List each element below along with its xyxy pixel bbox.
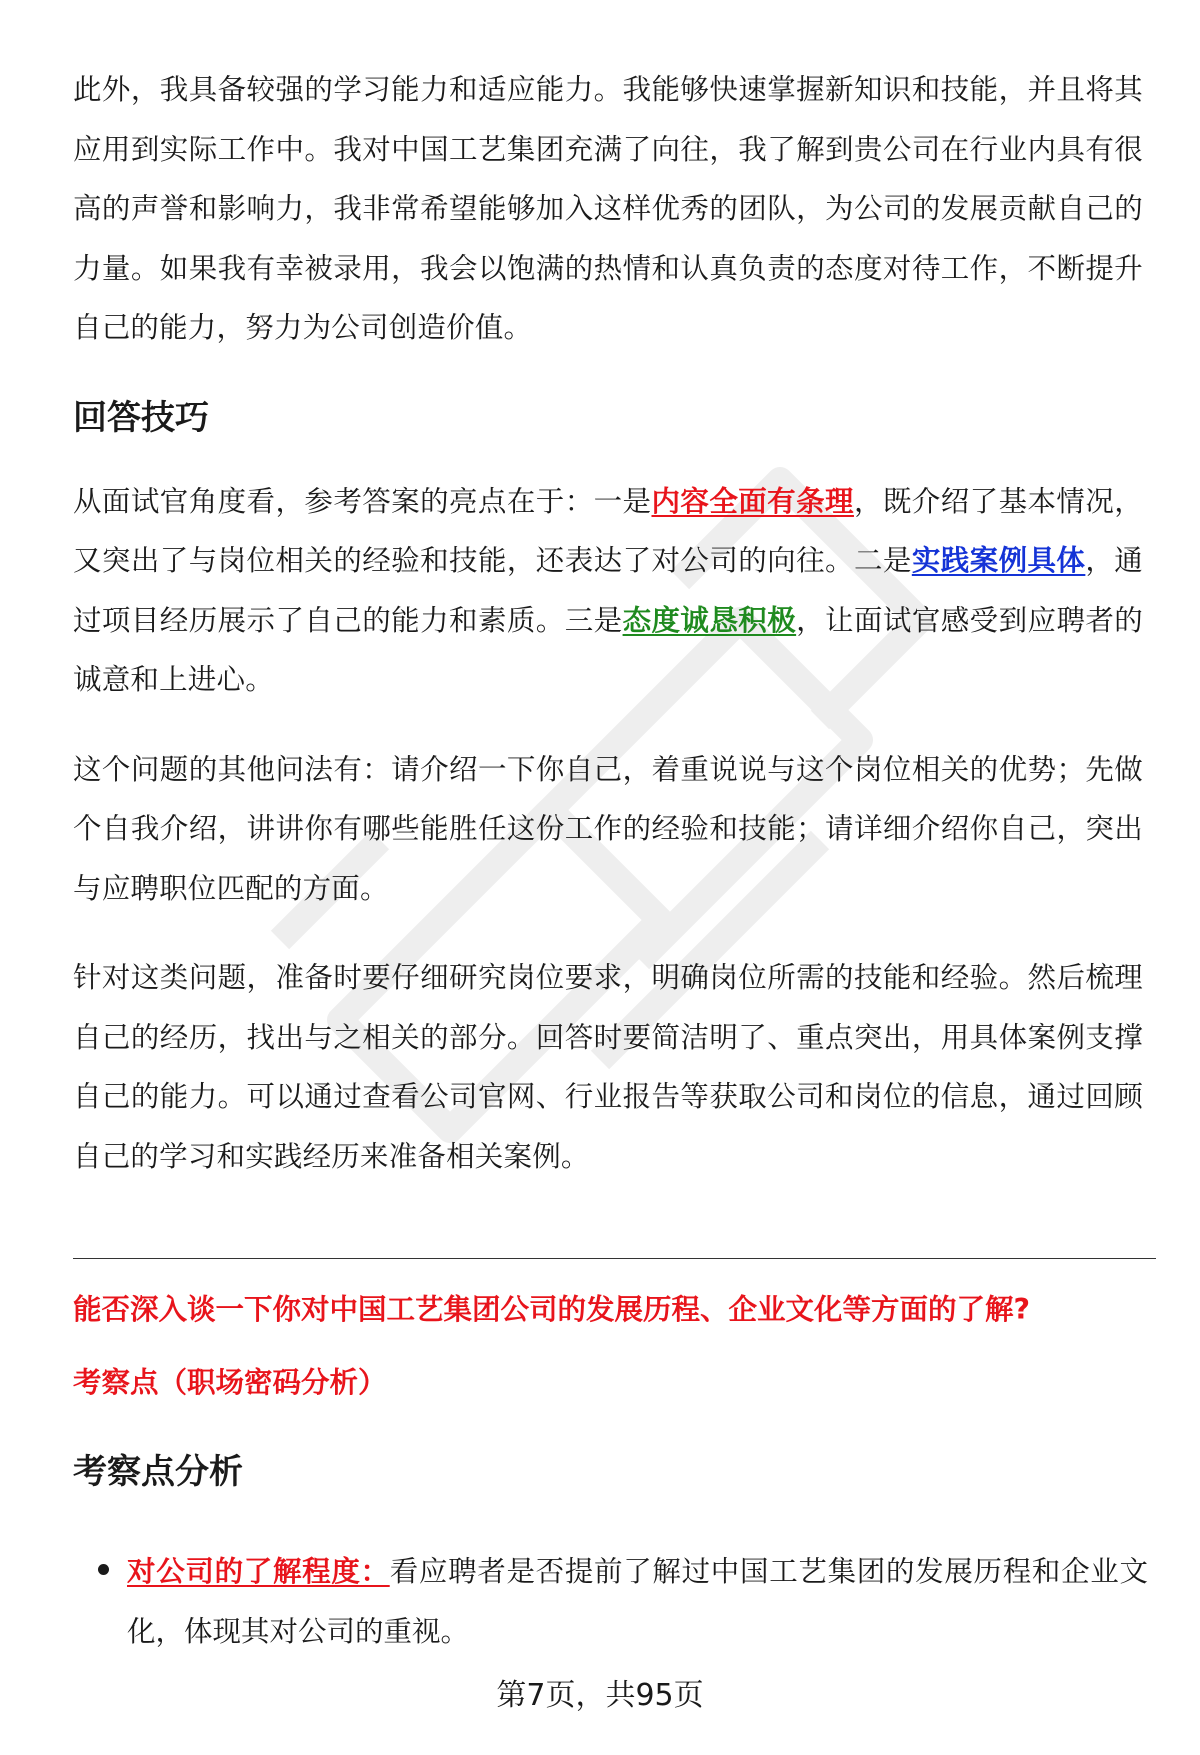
section-title-answer-tips: 回答技巧	[73, 397, 209, 438]
highlights-text-1: 从面试官角度看，参考答案的亮点在于：一是	[73, 484, 652, 518]
next-question-title: 能否深入谈一下你对中国工艺集团公司的发展历程、企业文化等方面的了解?	[73, 1293, 1031, 1326]
highlight-sincere-attitude: 态度诚恳积极	[622, 603, 797, 637]
page-number: 第7页，共95页	[496, 1678, 704, 1713]
section-title-analysis: 考察点分析	[73, 1452, 243, 1492]
highlights-paragraph	[73, 472, 1143, 710]
highlights-text-2: ，既介绍了基本情况，又突出了与岗位相关的经验和技能，还表达了对公司的向往。二是	[73, 484, 1143, 577]
highlights-text-3: ，通过项目经历展示了自己的能力和素质。三是	[73, 544, 1143, 637]
bullet-text	[127, 1542, 1148, 1661]
preparation-paragraph: 针对这类问题，准备时要仔细研究岗位要求，明确岗位所需的技能和经验。然后梳理自己的经历，找出与之相关的部分。回答时要简洁明了、重点突出，用具体案例支撑自己的能力。可以通过查看公司官网、行业报告等获取公司和岗位的信息，通过回顾自己的学习和实践经历来准备相关案例。	[73, 961, 1143, 1173]
document-body	[73, 60, 1143, 1186]
intro-paragraph: 此外，我具备较强的学习能力和适应能力。我能够快速掌握新知识和技能，并且将其应用到实际工作中。我对中国工艺集团充满了向往，我了解到贵公司在行业内具有很高的声誉和影响力，我非常希望能够加入这样优秀的团队，为公司的发展贡献自己的力量。如果我有幸被录用，我会以饱满的热情和认真负责的态度对待工作，不断提升自己的能力，努力为公司创造价值。	[73, 73, 1143, 344]
highlight-specific-cases: 实践案例具体	[911, 544, 1086, 577]
other-asks-paragraph: 这个问题的其他问法有：请介绍一下你自己，着重说说与这个岗位相关的优势；先做个自我介绍，讲讲你有哪些能胜任这份工作的经验和技能；请详细介绍你自己，突出与应聘职位匹配的方面。	[73, 752, 1143, 905]
section-divider	[73, 1258, 1156, 1259]
bullet-icon	[98, 1564, 109, 1575]
highlight-comprehensive: 内容全面有条理	[651, 484, 854, 518]
bullet-description: 看应聘者是否提前了解过中国工艺集团的发展历程和企业文化，体现其对公司的重视。	[127, 1555, 1148, 1648]
exam-point-heading: 考察点（职场密码分析）	[73, 1366, 387, 1399]
highlights-text-4: ，让面试官感受到应聘者的诚意和上进心。	[73, 603, 1143, 696]
list-item	[98, 1542, 1148, 1661]
bullet-label: 对公司的了解程度：	[127, 1555, 390, 1588]
